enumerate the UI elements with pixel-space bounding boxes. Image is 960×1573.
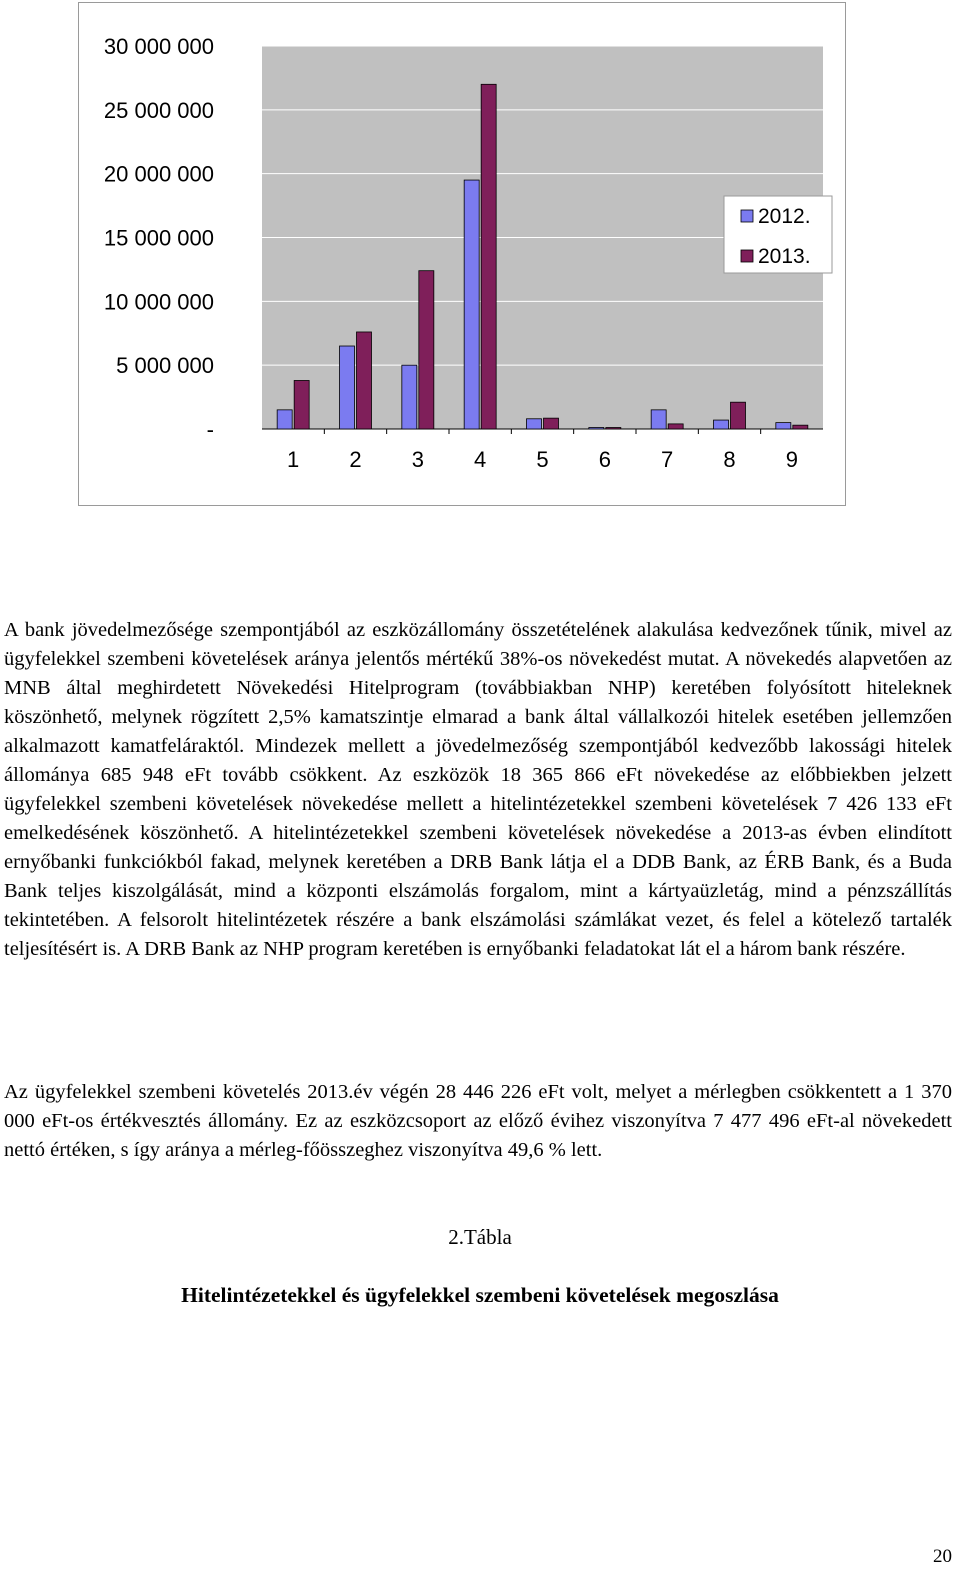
legend-swatch-2012	[741, 210, 753, 222]
bar-2013-2	[357, 332, 372, 429]
bar-2012-9	[776, 423, 791, 429]
legend-label-2013: 2013.	[758, 245, 811, 268]
x-tick-label-7: 7	[661, 447, 674, 472]
x-tick-label-4: 4	[474, 447, 487, 472]
bar-2013-5	[544, 418, 559, 429]
bar-2012-2	[340, 346, 355, 429]
paragraph-2: Az ügyfelekkel szembeni követelés 2013.év végén 28 446 226 eFt volt, melyet a mérlegben csökkentett a 1 370 000 eFt-os értékvesztés állomány. Ez az eszközcsoport az előző évihez viszonyítva 7 477 496 eFt-al növekedett nettó értéken, s így aránya a mérleg-főösszeghez viszonyítva 49,6 % lett.	[4, 1081, 952, 1161]
y-tick-label-0: -	[206, 417, 214, 442]
bar-2013-1	[294, 380, 309, 429]
bar-2012-3	[402, 365, 417, 429]
x-tick-label-2: 2	[349, 447, 362, 472]
y-tick-label-6: 30 000 000	[103, 34, 214, 59]
x-tick-label-6: 6	[598, 447, 611, 472]
x-tick-label-3: 3	[411, 447, 424, 472]
bar-2013-6	[606, 428, 621, 430]
legend-swatch-2013	[741, 250, 753, 262]
bar-2013-4	[481, 84, 496, 429]
table-title: Hitelintézetekkel és ügyfelekkel szembeni követelések megoszlása	[181, 1283, 779, 1307]
bar-2012-6	[589, 428, 604, 430]
bar-chart	[78, 2, 846, 506]
x-tick-label-9: 9	[785, 447, 798, 472]
bar-2013-3	[419, 271, 434, 429]
y-tick-label-2: 10 000 000	[103, 289, 214, 315]
bar-2012-5	[527, 419, 542, 429]
bar-2012-8	[714, 420, 729, 429]
x-tick-label-8: 8	[723, 447, 736, 472]
y-tick-label-3: 15 000 000	[103, 225, 214, 251]
x-tick-label-1: 1	[287, 447, 300, 472]
y-tick-label-4: 20 000 000	[103, 161, 214, 187]
bar-2013-7	[668, 424, 683, 429]
paragraph-1: A bank jövedelmezősége szempontjából az eszközállomány összetételének alakulása kedvezőnek tűnik, mivel az ügyfelekkel szembeni követelések aránya jelentős mértékű 38%-os növekedést mutat. A növekedés alapvetően az MNB által meghirdetett Növekedési Hitelprogram (továbbiakban NHP) keretében folyósított hiteleknek köszönhető, melynek rögzített 2,5% kamatszintje elmarad a bank által vállalkozói hitelek esetében jellemzően alkalmazott kamatfeláraktól. Mindezek mellett a jövedelmezőség szempontjából kedvezőbb lakossági hitelek állománya 685 948 eFt tovább csökkent. Az eszközök 18 365 866 eFt növekedése az előbbiekben jelzett ügyfelekkel szembeni követelések növekedése mellett a hitelintézetekkel szembeni követelések 7 426 133 eFt emelkedésének köszönhető. A hitelintézetekkel szembeni követelések növekedése a 2013-as évben elindított ernyőbanki funkciókból fakad, melynek keretében a DRB Bank látja el a DDB Bank, az ÉRB Bank, és a Buda Bank teljes kiszolgálását, mind a központi elszámolás forgalom, mint a kártyaüzletág, mind a pénzszállítás tekintetében. A felsorolt hitelintézetek részére a bank elszámolási számlákat vezet, és felel a kötelező tartalék teljesítésért is. A DRB Bank az NHP program keretében is ernyőbanki feladatokat lát el a három bank részére.	[4, 619, 952, 960]
y-tick-label-1: 5 000 000	[116, 353, 214, 379]
bar-2013-9	[793, 425, 808, 429]
chart-canvas	[79, 3, 845, 505]
bar-2012-4	[464, 180, 479, 429]
bar-2013-8	[731, 402, 746, 429]
table-label: 2.Tábla	[448, 1225, 512, 1249]
legend-label-2012: 2012.	[758, 205, 811, 228]
x-tick-label-5: 5	[536, 447, 549, 472]
y-tick-label-5: 25 000 000	[103, 97, 214, 123]
bar-2012-1	[277, 410, 292, 429]
page-number: 20	[933, 1546, 952, 1567]
bar-2012-7	[651, 410, 666, 429]
